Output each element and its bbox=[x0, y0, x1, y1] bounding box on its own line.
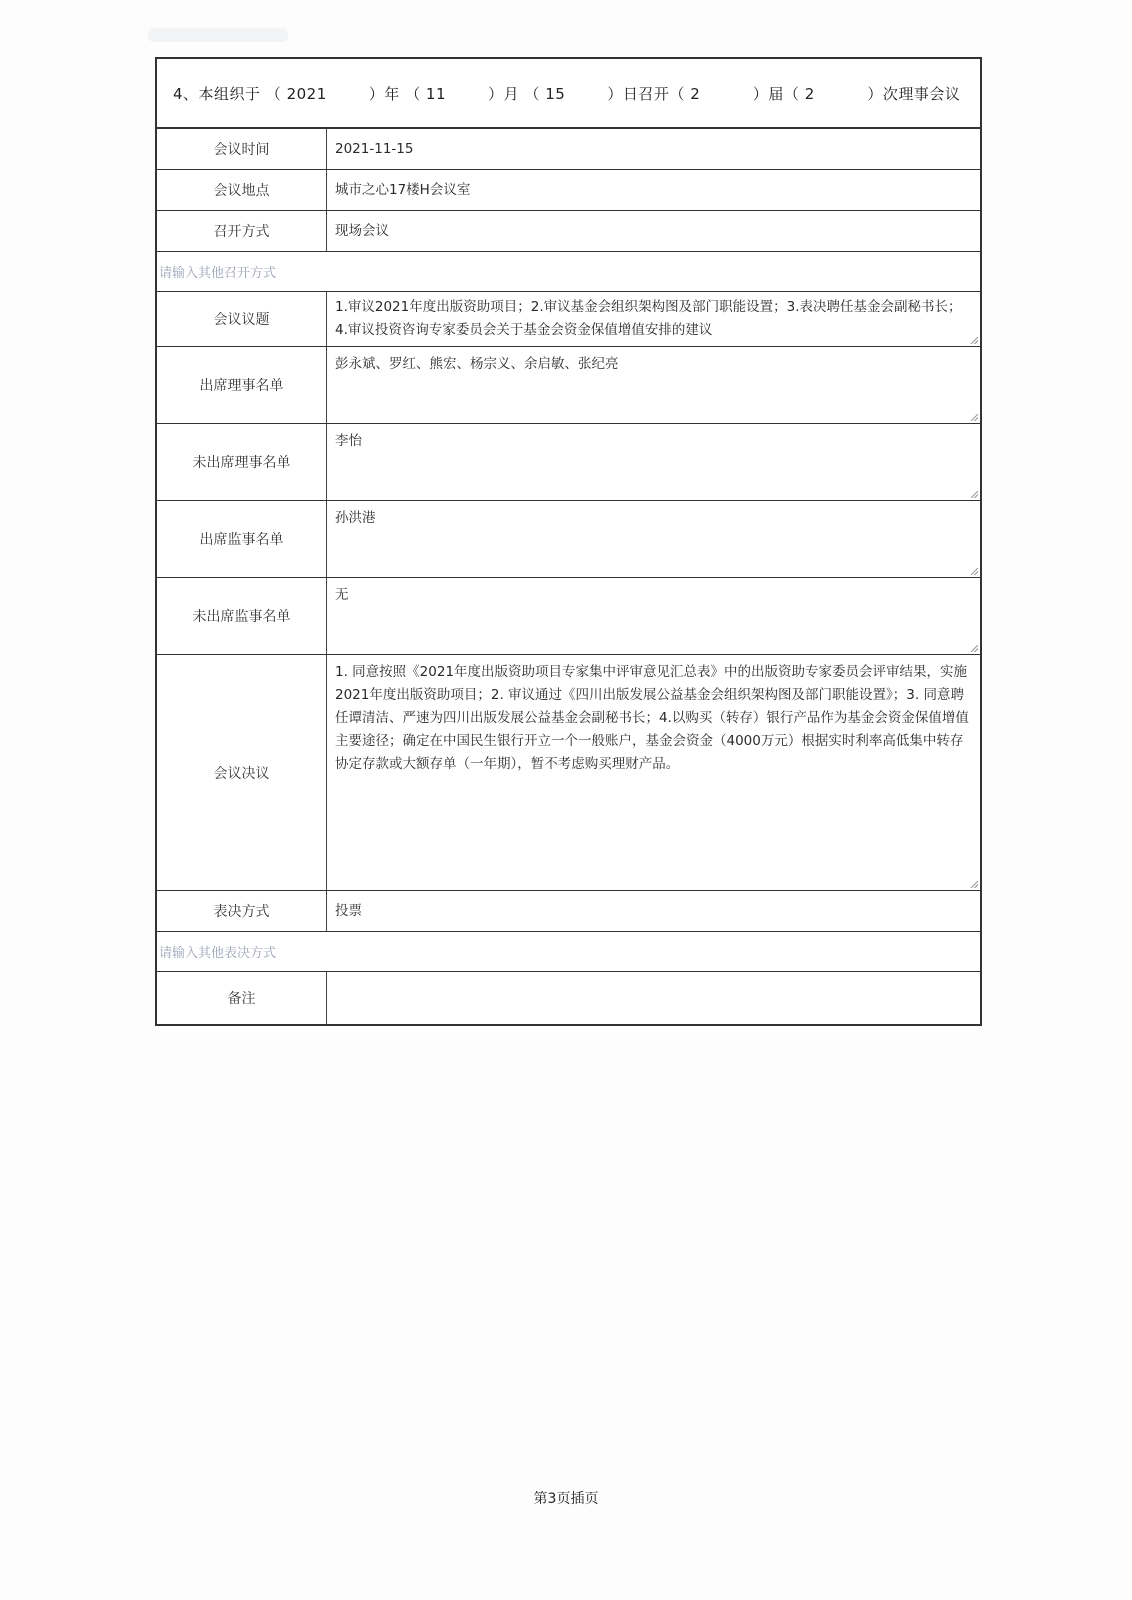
present-directors-label: 出席理事名单 bbox=[157, 347, 327, 423]
absent-supervisors-label: 未出席监事名单 bbox=[157, 578, 327, 654]
row-present-supervisors bbox=[157, 501, 980, 578]
row-meeting-method bbox=[157, 211, 980, 252]
other-method-input[interactable]: 请输入其他召开方式 bbox=[157, 252, 980, 292]
meeting-method-label: 召开方式 bbox=[157, 211, 327, 251]
row-vote-method bbox=[157, 891, 980, 932]
meeting-form bbox=[155, 57, 982, 1026]
resolution-textarea[interactable]: 1. 同意按照《2021年度出版资助项目专家集中评审意见汇总表》中的出版资助专家委员会评审结果，实施2021年度出版资助项目；2. 审议通过《四川出版发展公益基金会组织架构图及部门职能设置》；3. 同意聘任谭清洁、严速为四川出版发展公益基金会副秘书长；4.以购买（转存）银行产品作为基金会资金保值增值主要途径；确定在中国民生银行开立一个一般账户，基金会资金（4000万元）根据实时利率高低集中转存协定存款或大额存单（一年期），暂不考虑购买理财产品。 bbox=[327, 655, 980, 890]
row-resolution bbox=[157, 655, 980, 891]
absent-supervisors-textarea[interactable]: 无 bbox=[327, 578, 980, 654]
row-absent-directors bbox=[157, 424, 980, 501]
page-footer: 第3页插页 bbox=[533, 1491, 599, 1507]
vote-method-select[interactable]: 投票 bbox=[335, 902, 362, 919]
meeting-time-label: 会议时间 bbox=[157, 129, 327, 169]
present-supervisors-label: 出席监事名单 bbox=[157, 501, 327, 577]
present-directors-textarea[interactable]: 彭永斌、罗红、熊宏、杨宗义、余启敏、张纪亮 bbox=[327, 347, 980, 423]
vote-method-label: 表决方式 bbox=[157, 891, 327, 931]
row-meeting-topics bbox=[157, 292, 980, 347]
meeting-place-field[interactable]: 城市之心17楼H会议室 bbox=[335, 181, 471, 198]
scan-smudge bbox=[148, 28, 288, 42]
resolution-label: 会议决议 bbox=[157, 655, 327, 890]
meeting-topics-label: 会议议题 bbox=[157, 292, 327, 346]
meeting-place-label: 会议地点 bbox=[157, 170, 327, 210]
meeting-time-field[interactable]: 2021-11-15 bbox=[335, 140, 414, 157]
remarks-field[interactable] bbox=[327, 972, 980, 1024]
row-remarks bbox=[157, 972, 980, 1024]
form-header: 4、本组织于 （ 2021 ）年 （ 11 ）月 （ 15 ）日召开（ 2 ）届（ 2 ）次理事会议 bbox=[157, 59, 980, 129]
row-meeting-time bbox=[157, 129, 980, 170]
present-supervisors-textarea[interactable]: 孙洪港 bbox=[327, 501, 980, 577]
row-present-directors bbox=[157, 347, 980, 424]
meeting-method-select[interactable]: 现场会议 bbox=[335, 222, 389, 239]
row-absent-supervisors bbox=[157, 578, 980, 655]
meeting-topics-textarea[interactable]: 1.审议2021年度出版资助项目；2.审议基金会组织架构图及部门职能设置；3.表决聘任基金会副秘书长；4.审议投资咨询专家委员会关于基金会资金保值增值安排的建议 bbox=[327, 292, 980, 346]
absent-directors-textarea[interactable]: 李怡 bbox=[327, 424, 980, 500]
absent-directors-label: 未出席理事名单 bbox=[157, 424, 327, 500]
other-vote-input[interactable]: 请输入其他表决方式 bbox=[157, 932, 980, 972]
remarks-label: 备注 bbox=[157, 972, 327, 1024]
row-meeting-place bbox=[157, 170, 980, 211]
